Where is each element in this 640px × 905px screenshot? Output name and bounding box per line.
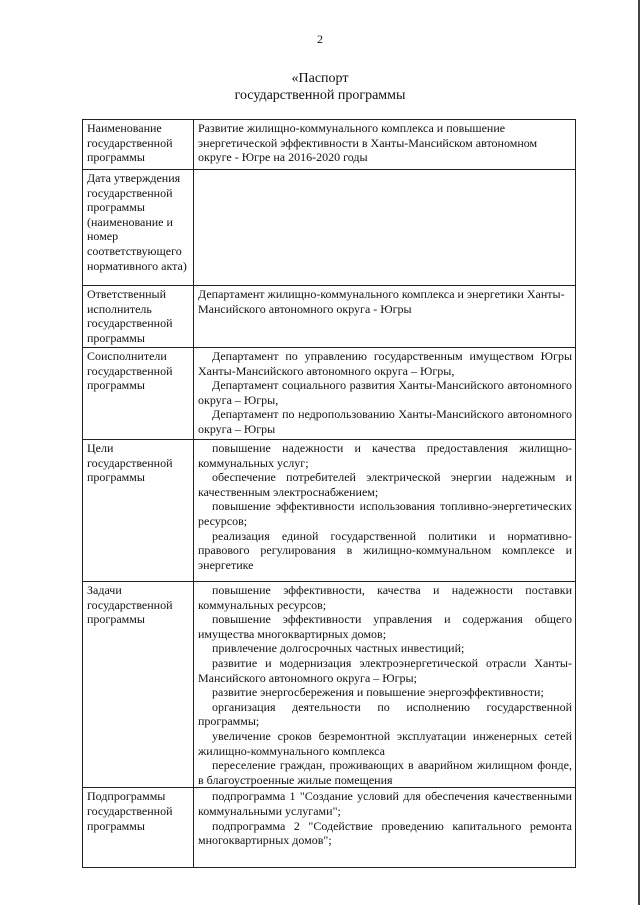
value-paragraph: Департамент жилищно-коммунального комплекса и энергетики Ханты-Мансийского автономного округа - Югры [198, 287, 565, 316]
passport-row [83, 788, 576, 868]
value-paragraph: Департамент по управлению государственным имуществом Югры Ханты-Мансийского автономного округа – Югры, [198, 349, 572, 378]
value-paragraph: повышение эффективности, качества и надежности поставки коммунальных ресурсов; [198, 583, 572, 612]
passport-row-label: Ответственный исполнитель государственной программы [83, 286, 194, 348]
title-line-2: государственной программы [234, 88, 406, 103]
passport-row [83, 170, 576, 286]
value-paragraph: развитие и модернизация электроэнергетической отрасли Ханты-Мансийского автономного округа – Югры; [198, 655, 572, 685]
passport-row-value [194, 582, 576, 788]
value-paragraph: подпрограмма 2 "Содействие проведению капитального ремонта многоквартирных домов"; [198, 818, 572, 848]
value-paragraph: обеспечение потребителей электрической энергии надежным и качественным электроснабжением; [198, 470, 572, 499]
passport-row-value [194, 348, 576, 440]
value-paragraph: Департамент по недропользованию Ханты-Мансийского автономного округа – Югры [198, 407, 572, 436]
passport-row-value [194, 120, 576, 170]
passport-row-value [194, 788, 576, 868]
passport-row-label: Дата утверждения государственной программы (наименование и номер соответствующего нормативного акта) [83, 170, 194, 286]
passport-row-label: Соисполнители государственной программы [83, 348, 194, 440]
value-paragraph: повышение эффективности использования топливно-энергетических ресурсов; [198, 499, 572, 528]
passport-table [82, 119, 576, 868]
value-paragraph: повышение надежности и качества предоставления жилищно-коммунальных услуг; [198, 441, 572, 470]
passport-row-value [194, 440, 576, 582]
value-paragraph: повышение эффективности управления и содержания общего имущества многоквартирных домов; [198, 612, 572, 641]
value-paragraph: Департамент социального развития Ханты-Мансийского автономного округа – Югры, [198, 378, 572, 407]
value-paragraph: увеличение сроков безремонтной эксплуатации инженерных сетей жилищно-коммунального комплекса [198, 728, 572, 758]
page-number: 2 [317, 32, 323, 46]
passport-row-value [194, 286, 576, 348]
value-paragraph: подпрограмма 1 "Создание условий для обеспечения качественными коммунальными услугами"; [198, 789, 572, 818]
passport-row [83, 582, 576, 788]
value-paragraph: привлечение долгосрочных частных инвестиций; [212, 641, 465, 656]
title-line-1: «Паспорт [291, 71, 349, 86]
value-paragraph: реализация единой государственной политики и нормативно-правового регулирования в жилищно-коммунальном комплексе и энергетике [198, 528, 572, 572]
passport-row [83, 348, 576, 440]
value-paragraph: Развитие жилищно-коммунального комплекса и повышение энергетической эффективности в Ханты-Мансийском автономном округе - Югре на 2016-2020 годы [198, 121, 538, 165]
document-title [0, 70, 640, 104]
passport-table-body [83, 120, 576, 868]
value-paragraph: развитие энергосбережения и повышение энергоэффективности; [212, 685, 544, 700]
passport-row-label: Цели государственной программы [83, 440, 194, 582]
passport-row [83, 286, 576, 348]
passport-row [83, 120, 576, 170]
passport-row [83, 440, 576, 582]
passport-row-value [194, 170, 576, 286]
value-paragraph: организация деятельности по исполнению государственной программы; [198, 699, 572, 729]
passport-row-label: Наименование государственной программы [83, 120, 194, 170]
passport-row-label: Задачи государственной программы [83, 582, 194, 788]
value-paragraph: переселение граждан, проживающих в аварийном жилищном фонде, в благоустроенные жилые помещения [198, 758, 572, 787]
passport-row-label: Подпрограммы государственной программы [83, 788, 194, 868]
